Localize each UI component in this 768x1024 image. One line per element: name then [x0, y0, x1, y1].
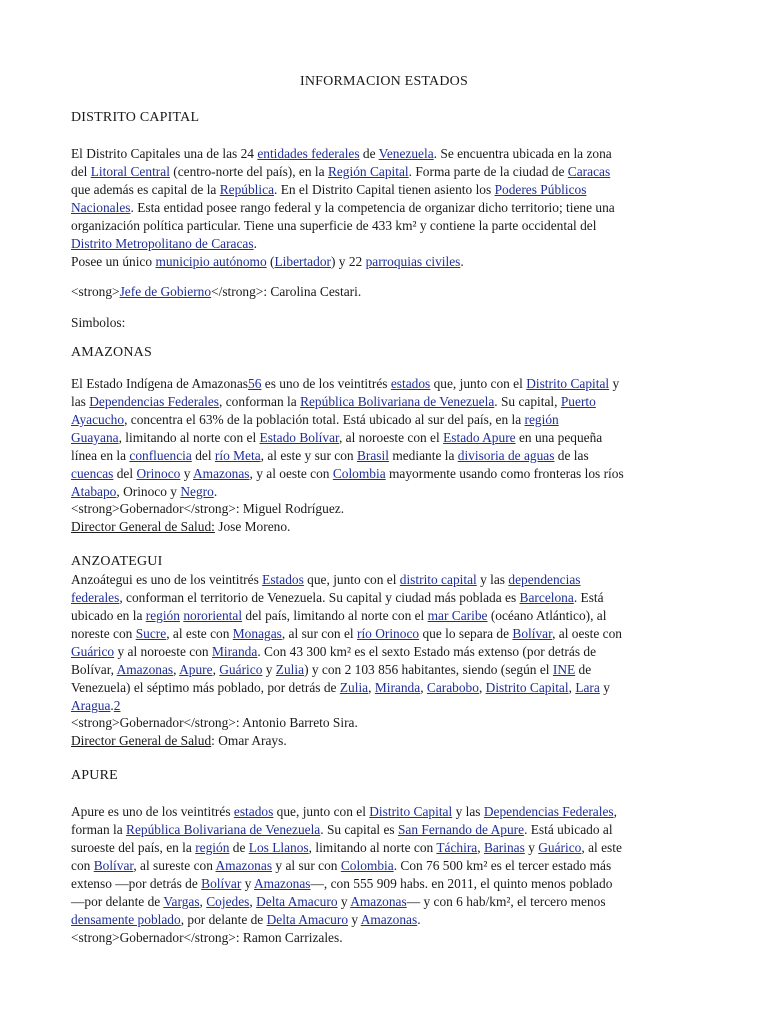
text-span: Director General de Salud: [71, 733, 212, 748]
text-line: [71, 447, 589, 465]
text-line: [71, 163, 610, 181]
text-span: es uno de los veintitrés: [261, 376, 391, 391]
text-span: del país, limitando al norte con el: [242, 608, 428, 623]
text-span: . Forma parte de la ciudad de: [408, 164, 568, 179]
text-span: . Su capital es: [320, 822, 398, 837]
text-span: El Distrito Capitales una de las 24: [71, 146, 258, 161]
text-line: [71, 235, 257, 253]
link[interactable]: Barcelona: [519, 590, 574, 605]
text-span: de: [229, 840, 249, 855]
link[interactable]: entidades federales: [257, 146, 360, 161]
section-heading: [71, 553, 162, 571]
link[interactable]: confluencia: [129, 448, 192, 463]
text-line: [71, 571, 581, 589]
text-line: [71, 375, 619, 393]
link[interactable]: Los Llanos: [248, 840, 309, 855]
text-span: AMAZONAS: [71, 345, 152, 360]
text-line: [71, 465, 624, 483]
link[interactable]: Amazonas: [360, 912, 418, 927]
text-span: suroeste del país, en la: [71, 840, 196, 855]
link[interactable]: región: [524, 412, 559, 427]
text-line: [71, 661, 591, 679]
link[interactable]: río Meta: [214, 448, 261, 463]
text-span: INFORMACION ESTADOS: [300, 74, 468, 89]
text-span: Jose Moreno.: [214, 519, 291, 534]
text-span: noreste con: [71, 626, 136, 641]
text-line: [71, 145, 612, 163]
text-span: mediante la: [388, 448, 458, 463]
link[interactable]: República Bolivariana de Venezuela: [300, 394, 495, 409]
text-span: que además es capital de la: [71, 182, 220, 197]
link[interactable]: región: [195, 840, 230, 855]
link[interactable]: Bolívar: [512, 626, 553, 641]
text-span: organización política particular. Tiene una superficie de 433 km² y contiene la parte occidental del: [71, 218, 597, 233]
link[interactable]: Dependencias Federales: [483, 804, 614, 819]
text-line: [71, 217, 596, 235]
text-span: . Su capital,: [494, 394, 561, 409]
text-span: del: [113, 466, 137, 481]
link[interactable]: Guárico: [71, 644, 115, 659]
text-span: Bolívar,: [71, 662, 117, 677]
text-span: (centro-norte del país), en la: [169, 164, 328, 179]
text-span: . Está ubicado al: [524, 822, 613, 837]
text-span: del: [71, 164, 91, 179]
text-span: , al oeste con: [552, 626, 622, 641]
link[interactable]: Litoral Central: [90, 164, 170, 179]
text-span: (océano Atlántico), al: [487, 608, 607, 623]
text-span: , conforman el territorio de Venezuela. Su capital y ciudad más poblada es: [119, 590, 520, 605]
text-span: , al sur con el: [281, 626, 357, 641]
link[interactable]: Amazonas: [350, 894, 407, 909]
text-span: y: [609, 376, 620, 391]
link[interactable]: INE: [552, 662, 576, 677]
text-span: —, con 555 909 habs. en 2011, el quinto menos poblado: [310, 876, 613, 891]
text-span: .: [460, 254, 464, 269]
text-span: que, junto con el: [303, 572, 400, 587]
link[interactable]: Sucre: [135, 626, 167, 641]
text-span: El Estado Indígena de Amazonas: [71, 376, 249, 391]
text-span: , limitando al norte con el: [118, 430, 260, 445]
text-span: Anzoátegui es uno de los veintitrés: [71, 572, 263, 587]
text-span: y: [337, 894, 351, 909]
text-span: de: [359, 146, 379, 161]
link[interactable]: nororiental: [183, 608, 243, 623]
link[interactable]: Distrito Metropolitano de Caracas: [71, 236, 254, 251]
link[interactable]: Amazonas: [116, 662, 174, 677]
text-span: ,: [212, 662, 220, 677]
text-span: ,: [249, 894, 257, 909]
text-line: [71, 911, 421, 929]
link[interactable]: Ayacucho: [71, 412, 125, 427]
link[interactable]: Colombia: [332, 466, 386, 481]
link[interactable]: Barinas: [483, 840, 525, 855]
text-span: Venezuela) el séptimo más poblado, por detrás de: [71, 680, 340, 695]
text-span: de: [575, 662, 592, 677]
text-line: [71, 500, 344, 518]
text-span: ubicado en la: [71, 608, 146, 623]
link[interactable]: estados: [233, 804, 274, 819]
text-span: que, junto con el: [430, 376, 527, 391]
link[interactable]: Libertador: [274, 254, 331, 269]
text-line: [71, 875, 612, 893]
text-span: y las: [452, 804, 484, 819]
text-span: , al este y sur con: [260, 448, 357, 463]
text-span: ,: [173, 662, 180, 677]
text-span: forman la: [71, 822, 127, 837]
text-line: [71, 199, 615, 217]
text-span: Director General de Salud:: [71, 519, 215, 534]
section-heading: [71, 767, 118, 785]
link[interactable]: Brasil: [356, 448, 389, 463]
link[interactable]: mar Caribe: [427, 608, 488, 623]
link[interactable]: Estado Bolívar: [259, 430, 339, 445]
link[interactable]: República Bolivariana de Venezuela: [126, 822, 321, 837]
text-span: Posee un único: [71, 254, 156, 269]
text-span: , al sureste con: [133, 858, 216, 873]
text-line: [71, 518, 290, 536]
link[interactable]: Distrito Capital: [485, 680, 569, 695]
link[interactable]: Amazonas: [253, 876, 311, 891]
link[interactable]: Región Capital: [327, 164, 409, 179]
link[interactable]: Guárico: [538, 840, 582, 855]
text-span: <strong>Gobernador</strong>: Antonio Barreto Sira.: [71, 715, 358, 730]
link[interactable]: 2: [113, 698, 121, 713]
text-span: y al sur con: [272, 858, 341, 873]
text-span: línea en la: [71, 448, 130, 463]
text-line: [71, 839, 622, 857]
link[interactable]: 56: [248, 376, 262, 391]
text-span: , conforman la: [219, 394, 301, 409]
link[interactable]: región: [145, 608, 180, 623]
text-span: ,: [478, 680, 486, 695]
link[interactable]: Nacionales: [71, 200, 131, 215]
text-span: ,: [199, 894, 207, 909]
link[interactable]: Jefe de Gobierno: [119, 284, 212, 299]
text-line: [71, 929, 343, 947]
text-span: con: [71, 858, 94, 873]
text-span: . Está: [573, 590, 604, 605]
link[interactable]: Atabapo: [71, 484, 117, 499]
text-span: .: [417, 912, 421, 927]
link[interactable]: densamente poblado: [71, 912, 181, 927]
text-span: <strong>Gobernador</strong>: Miguel Rodríguez.: [71, 501, 345, 516]
link[interactable]: Distrito Capital: [369, 804, 453, 819]
text-span: y: [262, 662, 276, 677]
link[interactable]: estados: [390, 376, 431, 391]
text-span: del: [191, 448, 215, 463]
text-span: , por delante de: [180, 912, 267, 927]
text-span: de las: [554, 448, 589, 463]
text-span: . En el Distrito Capital tienen asiento los: [274, 182, 495, 197]
link[interactable]: Estado Apure: [443, 430, 516, 445]
text-span: que, junto con el: [273, 804, 370, 819]
text-span: y: [599, 680, 610, 695]
text-line: [71, 607, 606, 625]
text-span: .: [213, 484, 218, 499]
link[interactable]: parroquias civiles: [365, 254, 461, 269]
link[interactable]: Estados: [262, 572, 304, 587]
text-line: [71, 821, 613, 839]
text-line: [71, 253, 464, 271]
link[interactable]: Guayana: [71, 430, 119, 445]
section-heading: [71, 109, 199, 127]
link[interactable]: Miranda: [211, 644, 258, 659]
text-span: las: [71, 394, 90, 409]
link[interactable]: Delta Amacuro: [266, 912, 349, 927]
text-span: ,: [613, 804, 617, 819]
text-span: , al este con: [166, 626, 233, 641]
link[interactable]: Dependencias Federales: [89, 394, 219, 409]
text-span: y: [241, 876, 254, 891]
text-line: [71, 283, 361, 301]
text-span: (: [266, 254, 275, 269]
text-span: y: [348, 912, 361, 927]
text-line: [71, 483, 217, 501]
link[interactable]: distrito capital: [399, 572, 477, 587]
text-line: [71, 393, 596, 411]
text-line: [71, 697, 120, 715]
text-span: extenso —por detrás de: [71, 876, 202, 891]
text-span: , concentra el 63% de la población total. Está ubicado al sur del país, en la: [124, 412, 525, 427]
link[interactable]: Apure: [179, 662, 213, 677]
section-heading: [71, 344, 152, 362]
text-span: ,: [368, 680, 375, 695]
text-span: DISTRITO CAPITAL: [71, 110, 200, 125]
text-span: ) y 22: [330, 254, 366, 269]
text-line: [71, 679, 610, 697]
text-span: , al noroeste con el: [338, 430, 444, 445]
text-span: mayormente usando como fronteras los ríos: [385, 466, 624, 481]
text-span: ,: [477, 840, 484, 855]
link[interactable]: Distrito Capital: [526, 376, 610, 391]
link[interactable]: Negro: [180, 484, 214, 499]
text-line: [71, 411, 559, 429]
text-span: ANZOATEGUI: [71, 554, 163, 569]
link[interactable]: federales: [71, 590, 120, 605]
text-span: . Esta entidad posee rango federal y la competencia de organizar dicho territorio; tiene una: [130, 200, 615, 215]
link[interactable]: dependencias: [508, 572, 581, 587]
link[interactable]: Orinoco: [136, 466, 181, 481]
text-span: —por delante de: [71, 894, 164, 909]
text-span: . Con 43 300 km² es el sexto Estado más extenso (por detrás de: [257, 644, 597, 659]
text-span: , y al oeste con: [249, 466, 333, 481]
text-line: [71, 589, 604, 607]
text-span: Apure es uno de los veintitrés: [71, 804, 234, 819]
link[interactable]: Cojedes: [206, 894, 250, 909]
link[interactable]: Carabobo: [426, 680, 479, 695]
text-span: . Con 76 500 km² es el tercer estado más: [393, 858, 612, 873]
link[interactable]: Miranda: [374, 680, 421, 695]
text-span: en una pequeña: [515, 430, 603, 445]
text-span: .: [253, 236, 257, 251]
text-span: APURE: [71, 768, 118, 783]
text-line: [71, 803, 617, 821]
link[interactable]: Caracas: [567, 164, 611, 179]
text-span: — y con 6 hab/km², el tercero menos: [406, 894, 606, 909]
link[interactable]: Bolívar: [93, 858, 134, 873]
link[interactable]: Lara: [575, 680, 600, 695]
text-span: y: [180, 466, 193, 481]
link[interactable]: Zulia: [275, 662, 305, 677]
text-span: ,: [568, 680, 576, 695]
link[interactable]: Guárico: [219, 662, 263, 677]
link[interactable]: divisoria de aguas: [457, 448, 555, 463]
text-span: Simbolos:: [71, 315, 126, 330]
section-heading: [0, 73, 768, 91]
text-span: ,: [420, 680, 427, 695]
text-span: y al noroeste con: [114, 644, 212, 659]
text-line: [71, 625, 622, 643]
link[interactable]: Aragua: [71, 698, 111, 713]
link[interactable]: República: [219, 182, 275, 197]
text-span: : Omar Arays.: [211, 733, 287, 748]
link[interactable]: Monagas: [232, 626, 282, 641]
text-span: que lo separa de: [419, 626, 513, 641]
text-span: ) y con 2 103 856 habitantes, siendo (según el: [304, 662, 553, 677]
link[interactable]: Venezuela: [378, 146, 434, 161]
text-span: , al este: [581, 840, 622, 855]
link[interactable]: Colombia: [340, 858, 394, 873]
link[interactable]: Puerto: [560, 394, 596, 409]
link[interactable]: San Fernando de Apure: [397, 822, 525, 837]
text-span: , Orinoco y: [116, 484, 181, 499]
text-span: . Se encuentra ubicada en la zona: [433, 146, 612, 161]
link[interactable]: Bolívar: [201, 876, 242, 891]
link[interactable]: Amazonas: [215, 858, 273, 873]
link[interactable]: Zulia: [339, 680, 369, 695]
text-span: , limitando al norte con: [308, 840, 437, 855]
text-span: .: [110, 698, 114, 713]
text-line: [71, 181, 586, 199]
text-line: [71, 893, 606, 911]
link[interactable]: Delta Amacuro: [256, 894, 338, 909]
link[interactable]: cuencas: [71, 466, 114, 481]
link[interactable]: Poderes Públicos: [494, 182, 587, 197]
link[interactable]: municipio autónomo: [155, 254, 267, 269]
text-line: [71, 429, 602, 447]
link[interactable]: Amazonas: [193, 466, 250, 481]
text-line: [71, 314, 125, 332]
text-line: [71, 643, 596, 661]
link[interactable]: Táchira: [436, 840, 478, 855]
text-span: </strong>: Carolina Cestari.: [211, 284, 362, 299]
text-line: [71, 732, 287, 750]
text-line: [71, 857, 611, 875]
link[interactable]: río Orinoco: [356, 626, 420, 641]
text-span: <strong>: [71, 284, 120, 299]
text-span: <strong>Gobernador</strong>: Ramon Carrizales.: [71, 930, 343, 945]
text-line: [71, 714, 358, 732]
link[interactable]: Vargas: [163, 894, 200, 909]
text-span: y las: [476, 572, 509, 587]
text-span: y: [524, 840, 539, 855]
